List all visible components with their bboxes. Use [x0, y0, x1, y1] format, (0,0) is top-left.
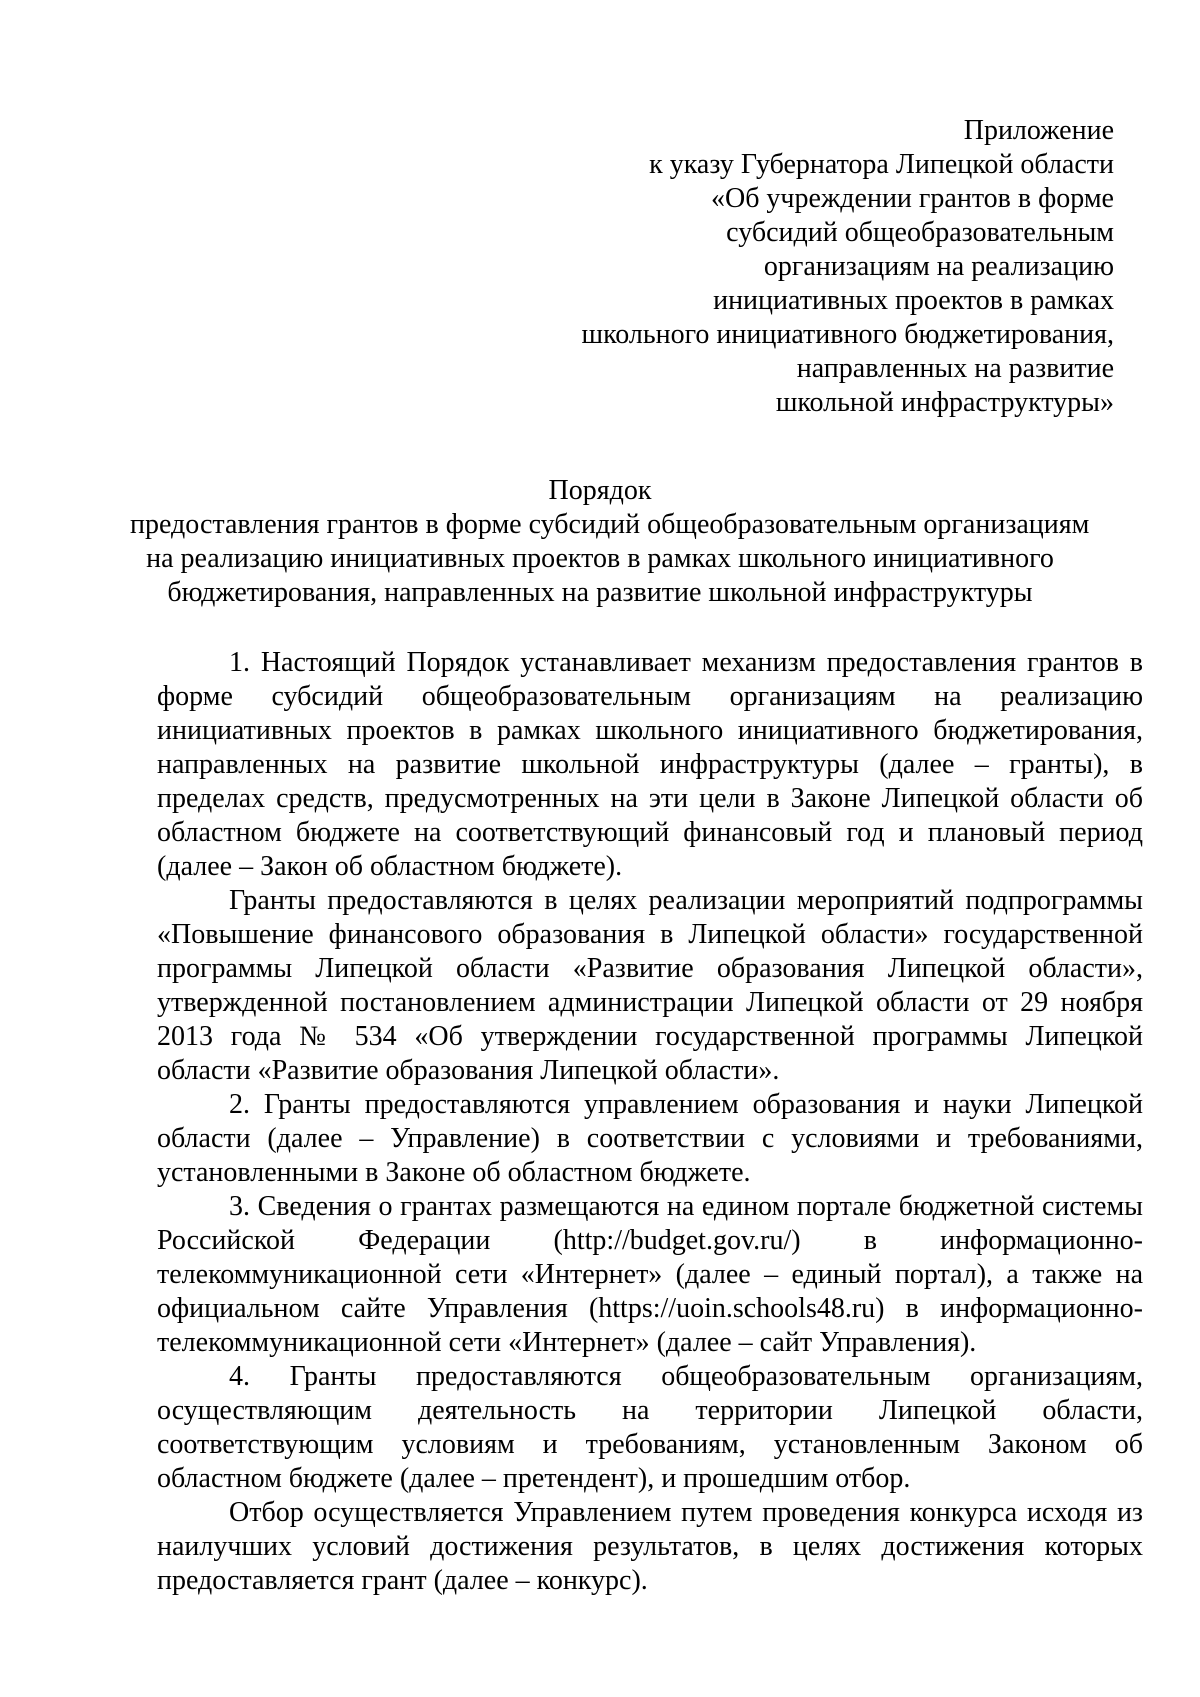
- paragraph-2: 2. Гранты предоставляются управлением образования и науки Липецкой области (далее – Управление) в соответствии с условиями и требованиями, установленными в Законе об областном бюджете.: [157, 1089, 1143, 1188]
- title-line: предоставления грантов в форме субсидий общеобразовательным организациям: [130, 509, 1090, 540]
- appendix-line: субсидий общеобразовательным: [726, 217, 1114, 248]
- paragraph-4-cont: Отбор осуществляется Управлением путем проведения конкурса исходя из наилучших условий достижения результатов, в целях достижения которых предоставляется грант (далее – конкурс).: [157, 1497, 1143, 1596]
- appendix-line: «Об учреждении грантов в форме: [710, 183, 1114, 214]
- title-heading: Порядок: [548, 475, 652, 506]
- title-line: на реализацию инициативных проектов в рамках школьного инициативного: [146, 543, 1054, 574]
- paragraph-3: 3. Сведения о грантах размещаются на едином портале бюджетной системы Российской Федерации (http://budget.gov.ru/) в информационно-телекоммуникационной сети «Интернет» (далее – единый портал), а также на официальном сайте Управления (https://uoin.schools48.ru) в информационно-телекоммуникационной сети «Интернет» (далее – сайт Управления).: [157, 1191, 1143, 1358]
- appendix-line: к указу Губернатора Липецкой области: [649, 149, 1114, 180]
- paragraph-1-cont: Гранты предоставляются в целях реализации мероприятий подпрограммы «Повышение финансового образования в Липецкой области» государственной программы Липецкой области «Развитие образования Липецкой области», утвержденной постановлением администрации Липецкой области от 29 ноября 2013 года № 534 «Об утверждении государственной программы Липецкой области «Развитие образования Липецкой области».: [157, 885, 1143, 1086]
- paragraph-1: 1. Настоящий Порядок устанавливает механизм предоставления грантов в форме субсидий общеобразовательным организациям на реализацию инициативных проектов в рамках школьного инициативного бюджетирования, направленных на развитие школьной инфраструктуры (далее – гранты), в пределах средств, предусмотренных на эти цели в Законе Липецкой области об областном бюджете на соответствующий финансовый год и плановый период (далее – Закон об областном бюджете).: [157, 647, 1143, 882]
- appendix-line: направленных на развитие: [796, 353, 1114, 384]
- appendix-line: организациям на реализацию: [763, 251, 1114, 282]
- title-line: бюджетирования, направленных на развитие школьной инфраструктуры: [167, 577, 1033, 608]
- appendix-header: [582, 114, 1114, 420]
- appendix-line: Приложение: [963, 115, 1114, 146]
- paragraph-4: 4. Гранты предоставляются общеобразовательным организациям, осуществляющим деятельность на территории Липецкой области, соответствующим условиям и требованиям, установленным Законом об областном бюджете (далее – претендент), и прошедшим отбор.: [157, 1361, 1143, 1494]
- appendix-line: инициативных проектов в рамках: [713, 285, 1114, 316]
- document-title: [130, 474, 1090, 610]
- document-body: [157, 646, 1143, 1598]
- appendix-line: школьной инфраструктуры»: [775, 387, 1114, 418]
- appendix-line: школьного инициативного бюджетирования,: [581, 319, 1114, 350]
